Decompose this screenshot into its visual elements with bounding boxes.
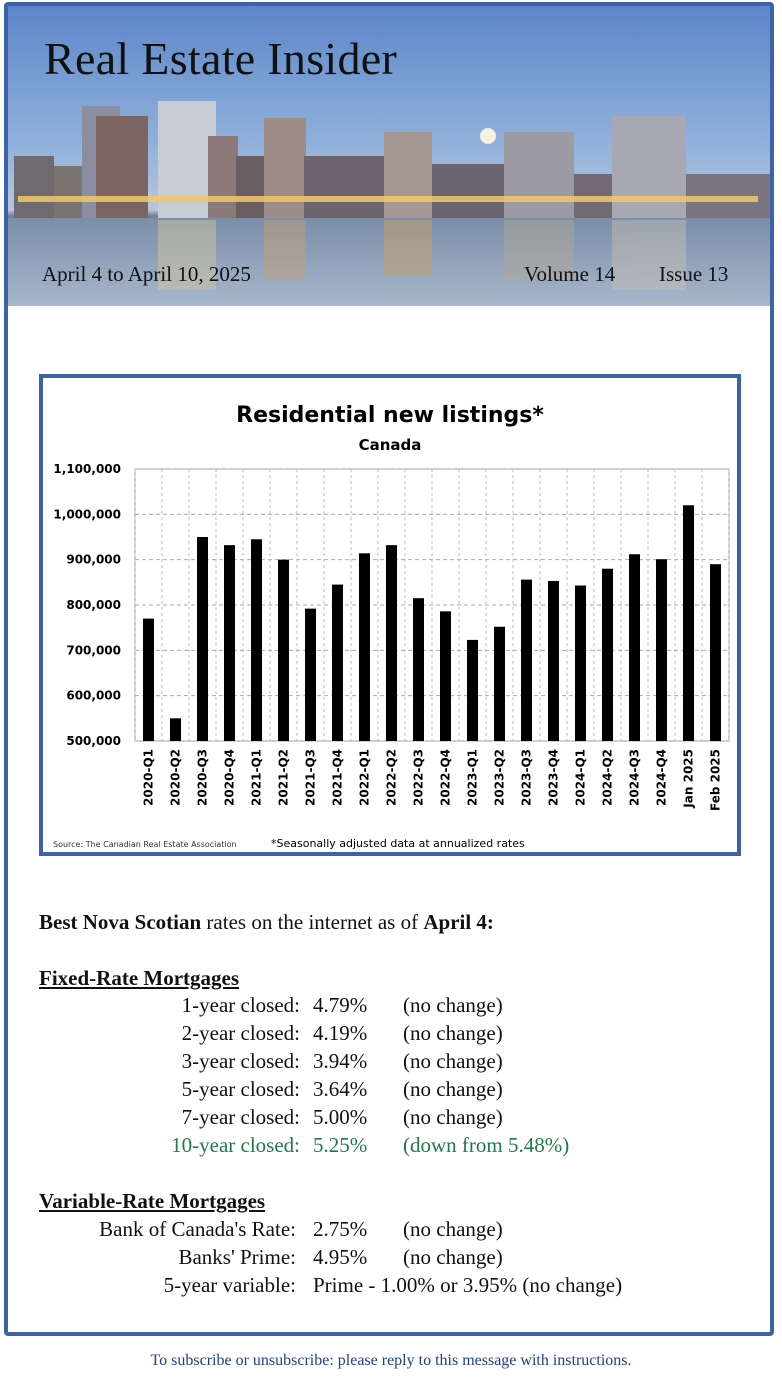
rate-change: (no change) — [403, 993, 503, 1017]
rate-change: (no change) — [403, 1105, 503, 1129]
rate-change: (no change) — [403, 1217, 503, 1241]
variable-rate-row — [8, 1217, 768, 1243]
subscribe-footer: To subscribe or unsubscribe: please reply to this message with instructions. — [150, 1352, 632, 1369]
bar-2023-q4 — [548, 581, 559, 741]
x-tick-label: 2023-Q1 — [465, 749, 480, 806]
rates-intro — [39, 910, 494, 935]
x-tick-label: 2020-Q3 — [195, 749, 210, 806]
bar-2023-q3 — [521, 580, 532, 741]
bar-2022-q1 — [359, 553, 370, 741]
date-range: April 4 to April 10, 2025 — [42, 262, 251, 286]
x-tick-label: Feb 2025 — [708, 749, 723, 812]
header-banner — [8, 6, 770, 306]
listings-chart-panel — [39, 374, 741, 856]
bar-2024-q4 — [656, 559, 667, 741]
x-tick-label: 2020-Q2 — [168, 749, 183, 806]
x-tick-label: 2020-Q4 — [222, 749, 237, 806]
volume-number: Volume 14 — [524, 262, 616, 286]
rate-value: 3.94% — [313, 1049, 368, 1073]
x-tick-label: 2022-Q3 — [411, 749, 426, 806]
bar-2024-q2 — [602, 569, 613, 741]
x-tick-label: 2022-Q1 — [357, 749, 372, 806]
fixed-rate-heading: Fixed-Rate Mortgages — [39, 966, 240, 990]
fixed-rate-row — [8, 1077, 768, 1103]
bar-2022-q2 — [386, 545, 397, 741]
bar-2021-q2 — [278, 560, 289, 741]
rate-change: (no change) — [403, 1021, 503, 1045]
rate-term-label: 7-year closed: — [181, 1105, 300, 1129]
bar-2023-q2 — [494, 627, 505, 741]
fixed-rate-row — [8, 1049, 768, 1075]
rate-term-label: 10-year closed: — [171, 1133, 300, 1157]
bar-2020-q2 — [170, 718, 181, 741]
fixed-rate-row — [8, 1105, 768, 1131]
variable-rate-row — [8, 1245, 768, 1271]
y-tick-label: 800,000 — [66, 598, 121, 612]
bar-feb-2025 — [710, 564, 721, 741]
rate-term-label: 3-year closed: — [181, 1049, 300, 1073]
x-tick-label: 2023-Q2 — [492, 749, 507, 806]
rate-value: Prime - 1.00% or 3.95% (no change) — [313, 1273, 623, 1297]
rate-term-label: Bank of Canada's Rate: — [99, 1217, 296, 1241]
bar-2023-q1 — [467, 640, 478, 741]
rate-value: 5.00% — [313, 1105, 368, 1129]
x-tick-label: 2024-Q3 — [627, 749, 642, 806]
chart-title: Residential new listings* — [236, 403, 544, 428]
bar-2021-q3 — [305, 609, 316, 741]
bar-2024-q3 — [629, 554, 640, 741]
newsletter-frame — [4, 2, 774, 1336]
rate-term-label: Banks' Prime: — [178, 1245, 296, 1269]
x-tick-label: 2021-Q4 — [330, 749, 345, 806]
bar-2022-q3 — [413, 598, 424, 741]
rate-change: (no change) — [403, 1077, 503, 1101]
x-tick-label: 2024-Q2 — [600, 749, 615, 806]
x-tick-label: 2020-Q1 — [141, 749, 156, 806]
x-tick-label: 2021-Q1 — [249, 749, 264, 806]
rate-change: (no change) — [403, 1245, 503, 1269]
x-tick-label: 2022-Q4 — [438, 749, 453, 806]
rate-value: 4.79% — [313, 993, 368, 1017]
rate-value: 4.19% — [313, 1021, 368, 1045]
rate-value: 5.25% — [313, 1133, 368, 1157]
y-tick-label: 900,000 — [66, 552, 121, 567]
bar-2020-q3 — [197, 537, 208, 741]
bar-2022-q4 — [440, 611, 451, 741]
x-tick-label: 2021-Q3 — [303, 749, 318, 806]
bar-2021-q4 — [332, 585, 343, 741]
rate-change: (no change) — [403, 1049, 503, 1073]
listings-bar-chart — [43, 378, 737, 852]
y-tick-label: 700,000 — [66, 643, 121, 658]
fixed-rate-row — [8, 993, 768, 1019]
rate-value: 3.64% — [313, 1077, 368, 1101]
variable-rate-heading: Variable-Rate Mortgages — [39, 1189, 266, 1213]
x-tick-label: 2023-Q4 — [546, 749, 561, 806]
y-tick-label: 1,100,000 — [53, 462, 121, 476]
rate-term-label: 5-year variable: — [163, 1273, 296, 1297]
x-tick-label: 2021-Q2 — [276, 749, 291, 806]
chart-source: Source: The Canadian Real Estate Association — [53, 840, 237, 849]
issue-number: Issue 13 — [659, 262, 729, 286]
intro-bold-region: Best Nova Scotian — [39, 910, 202, 934]
chart-footnote: *Seasonally adjusted data at annualized rates — [271, 837, 525, 850]
x-tick-label: 2022-Q2 — [384, 749, 399, 806]
y-tick-label: 1,000,000 — [53, 507, 121, 522]
intro-bold-date: April 4: — [423, 910, 494, 934]
bar-2021-q1 — [251, 539, 262, 741]
fixed-rate-row — [8, 1021, 768, 1047]
rate-change: (down from 5.48%) — [403, 1133, 570, 1157]
newsletter-title: Real Estate Insider — [44, 33, 398, 84]
intro-text: rates on the internet as of — [201, 910, 424, 934]
rate-value: 2.75% — [313, 1217, 368, 1241]
rate-value: 4.95% — [313, 1245, 368, 1269]
fixed-rate-row — [8, 1133, 768, 1159]
x-tick-label: 2024-Q4 — [654, 749, 669, 806]
bar-2020-q1 — [143, 619, 154, 741]
y-tick-label: 500,000 — [66, 734, 121, 748]
x-tick-label: Jan 2025 — [681, 749, 696, 808]
variable-rate-row — [8, 1273, 768, 1299]
x-tick-label: 2024-Q1 — [573, 749, 588, 806]
bar-2020-q4 — [224, 545, 235, 741]
rate-term-label: 2-year closed: — [181, 1021, 300, 1045]
chart-subtitle: Canada — [358, 436, 422, 454]
x-tick-label: 2023-Q3 — [519, 749, 534, 806]
rate-term-label: 1-year closed: — [181, 993, 300, 1017]
bar-2024-q1 — [575, 586, 586, 741]
rate-term-label: 5-year closed: — [181, 1077, 300, 1101]
bar-jan-2025 — [683, 505, 694, 741]
y-tick-label: 600,000 — [66, 688, 121, 703]
